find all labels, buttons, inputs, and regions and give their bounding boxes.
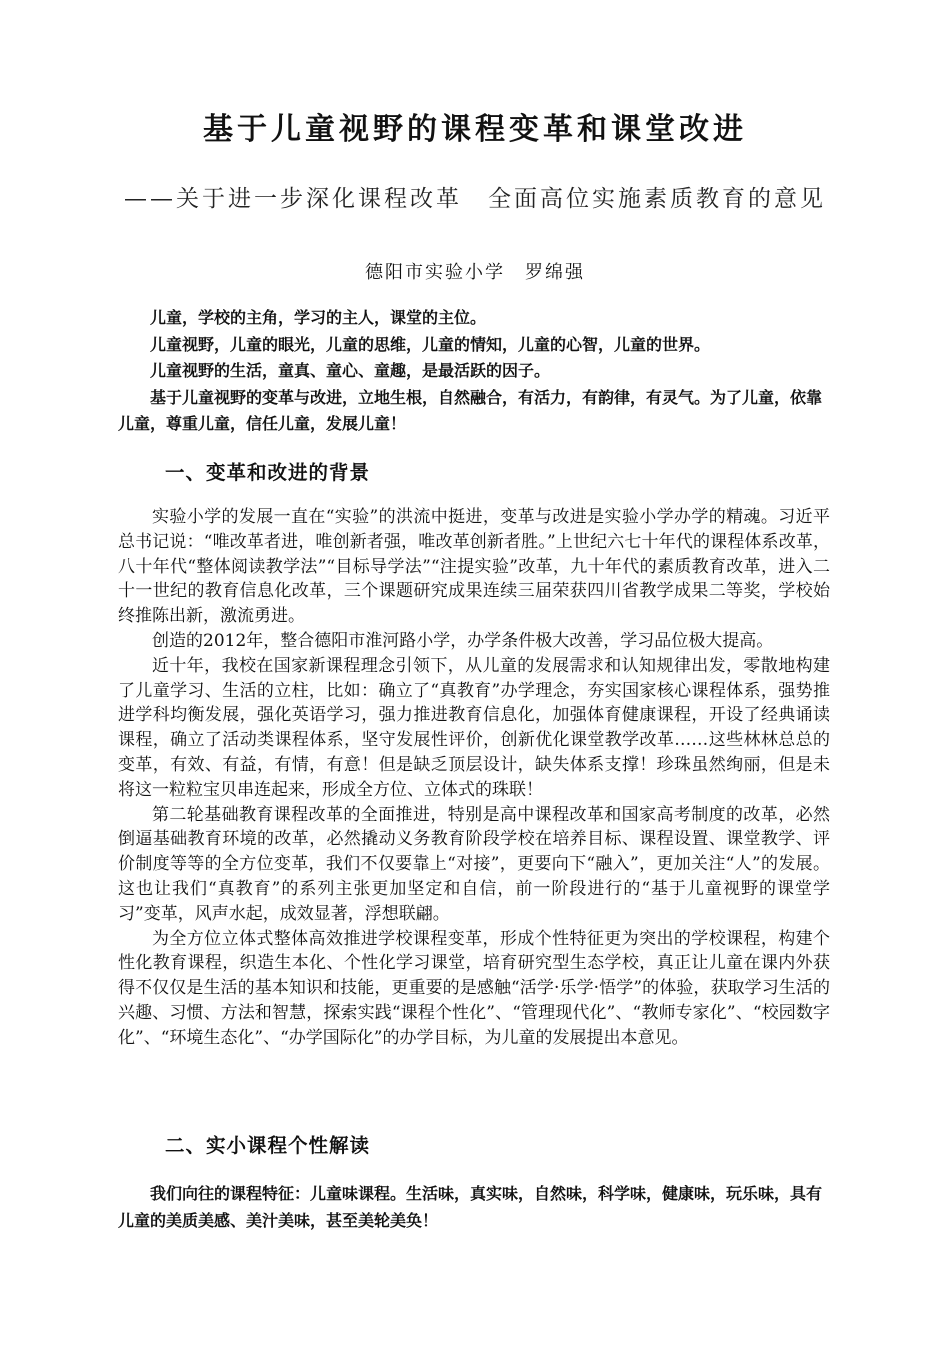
section-body-curriculum (118, 1180, 830, 1234)
body-paragraph-bold: 我们向往的课程特征：儿童味课程。生活味，真实味，自然味，科学味，健康味，玩乐味，具有儿童的美质美感、美汁美味，甚至美轮美奂！ (118, 1184, 823, 1230)
intro-line: 儿童视野，儿童的眼光，儿童的思维，儿童的情知，儿童的心智，儿童的世界。 (150, 334, 711, 354)
intro-line: 儿童，学校的主角，学习的主人，课堂的主位。 (150, 308, 487, 327)
document-subtitle: ——关于进一步深化课程改革 全面高位实施素质教育的意见 (124, 186, 826, 212)
body-paragraph: 近十年，我校在国家新课程理念引领下，从儿童的发展需求和认知规律出发，零散地构建了儿童学习、生活的立柱，比如：确立了“真教育”办学理念，夯实国家核心课程体系，强势推进学科均衡发展，强化英语学习，强力推进教育信息化，加强体育健康课程，开设了经典诵读课程，确立了活动类课程体系，坚守发展性评价，创新优化课堂教学改革……这些林林总总的变革，有效、有益，有情，有意！但是缺乏顶层设计，缺失体系支撑！珍珠虽然绚丽，但是未将这一粒粒宝贝串连起来，形成全方位、立体式的珠联！ (118, 655, 830, 800)
body-paragraph: 为全方位立体式整体高效推进学校课程变革，形成个性特征更为突出的学校课程，构建个性化教育课程，织造生本化、个性化学习课堂，培育研究型生态学校，真正让儿童在课内外获得不仅仅是生活的基本知识和技能，更重要的是感触“活学·乐学·悟学”的体验，获取学习生活的兴趣、习惯、方法和智慧，探索实践“课程个性化”、“管理现代化”、“教师专家化”、“校园数字化”、“环境生态化”、“办学国际化”的办学目标，为儿童的发展提出本意见。 (118, 928, 830, 1048)
intro-line: 基于儿童视野的变革与改进，立地生根，自然融合，有活力，有韵律，有灵气。为了儿童，依靠儿童，尊重儿童，信任儿童，发展儿童！ (118, 387, 823, 433)
document-title: 基于儿童视野的课程变革和课堂改进 (203, 112, 747, 147)
body-paragraph: 创造的2012年，整合德阳市淮河路小学，办学条件极大改善，学习品位极大提高。 (152, 630, 774, 651)
intro-block (118, 305, 830, 438)
body-paragraph: 第二轮基础教育课程改革的全面推进，特别是高中课程改革和国家高考制度的改革，必然倒逼基础教育环境的改革，必然撬动义务教育阶段学校在培养目标、课程设置、课堂教学、评价制度等等的全方位变革，我们不仅要靠上“对接”，更要向下“融入”，更加关注“人”的发展。这也让我们“真教育”的系列主张更加坚定和自信，前一阶段进行的“基于儿童视野的课堂学习”变革，风声水起，成效显著，浮想联翩。 (118, 804, 830, 924)
author-line: 德阳市实验小学 罗绵强 (365, 262, 585, 283)
section-body-background (118, 505, 830, 1051)
section-heading-background: 一、变革和改进的背景 (165, 461, 371, 484)
body-paragraph: 实验小学的发展一直在“实验”的洪流中挺进，变革与改进是实验小学办学的精魂。习近平总书记说：“唯改革者进，唯创新者强，唯改革创新者胜。”上世纪六七十年代的课程体系改革，八十年代“整体阅读教学法”“目标导学法”“注提实验”改革，九十年代的素质教育改革，进入二十一世纪的教育信息化改革，三个课题研究成果连续三届荣获四川省教学成果二等奖，学校始终推陈出新，激流勇进。 (118, 507, 830, 627)
intro-line: 儿童视野的生活，童真、童心、童趣，是最活跃的因子。 (150, 361, 551, 380)
section-heading-curriculum: 二、实小课程个性解读 (165, 1134, 371, 1157)
